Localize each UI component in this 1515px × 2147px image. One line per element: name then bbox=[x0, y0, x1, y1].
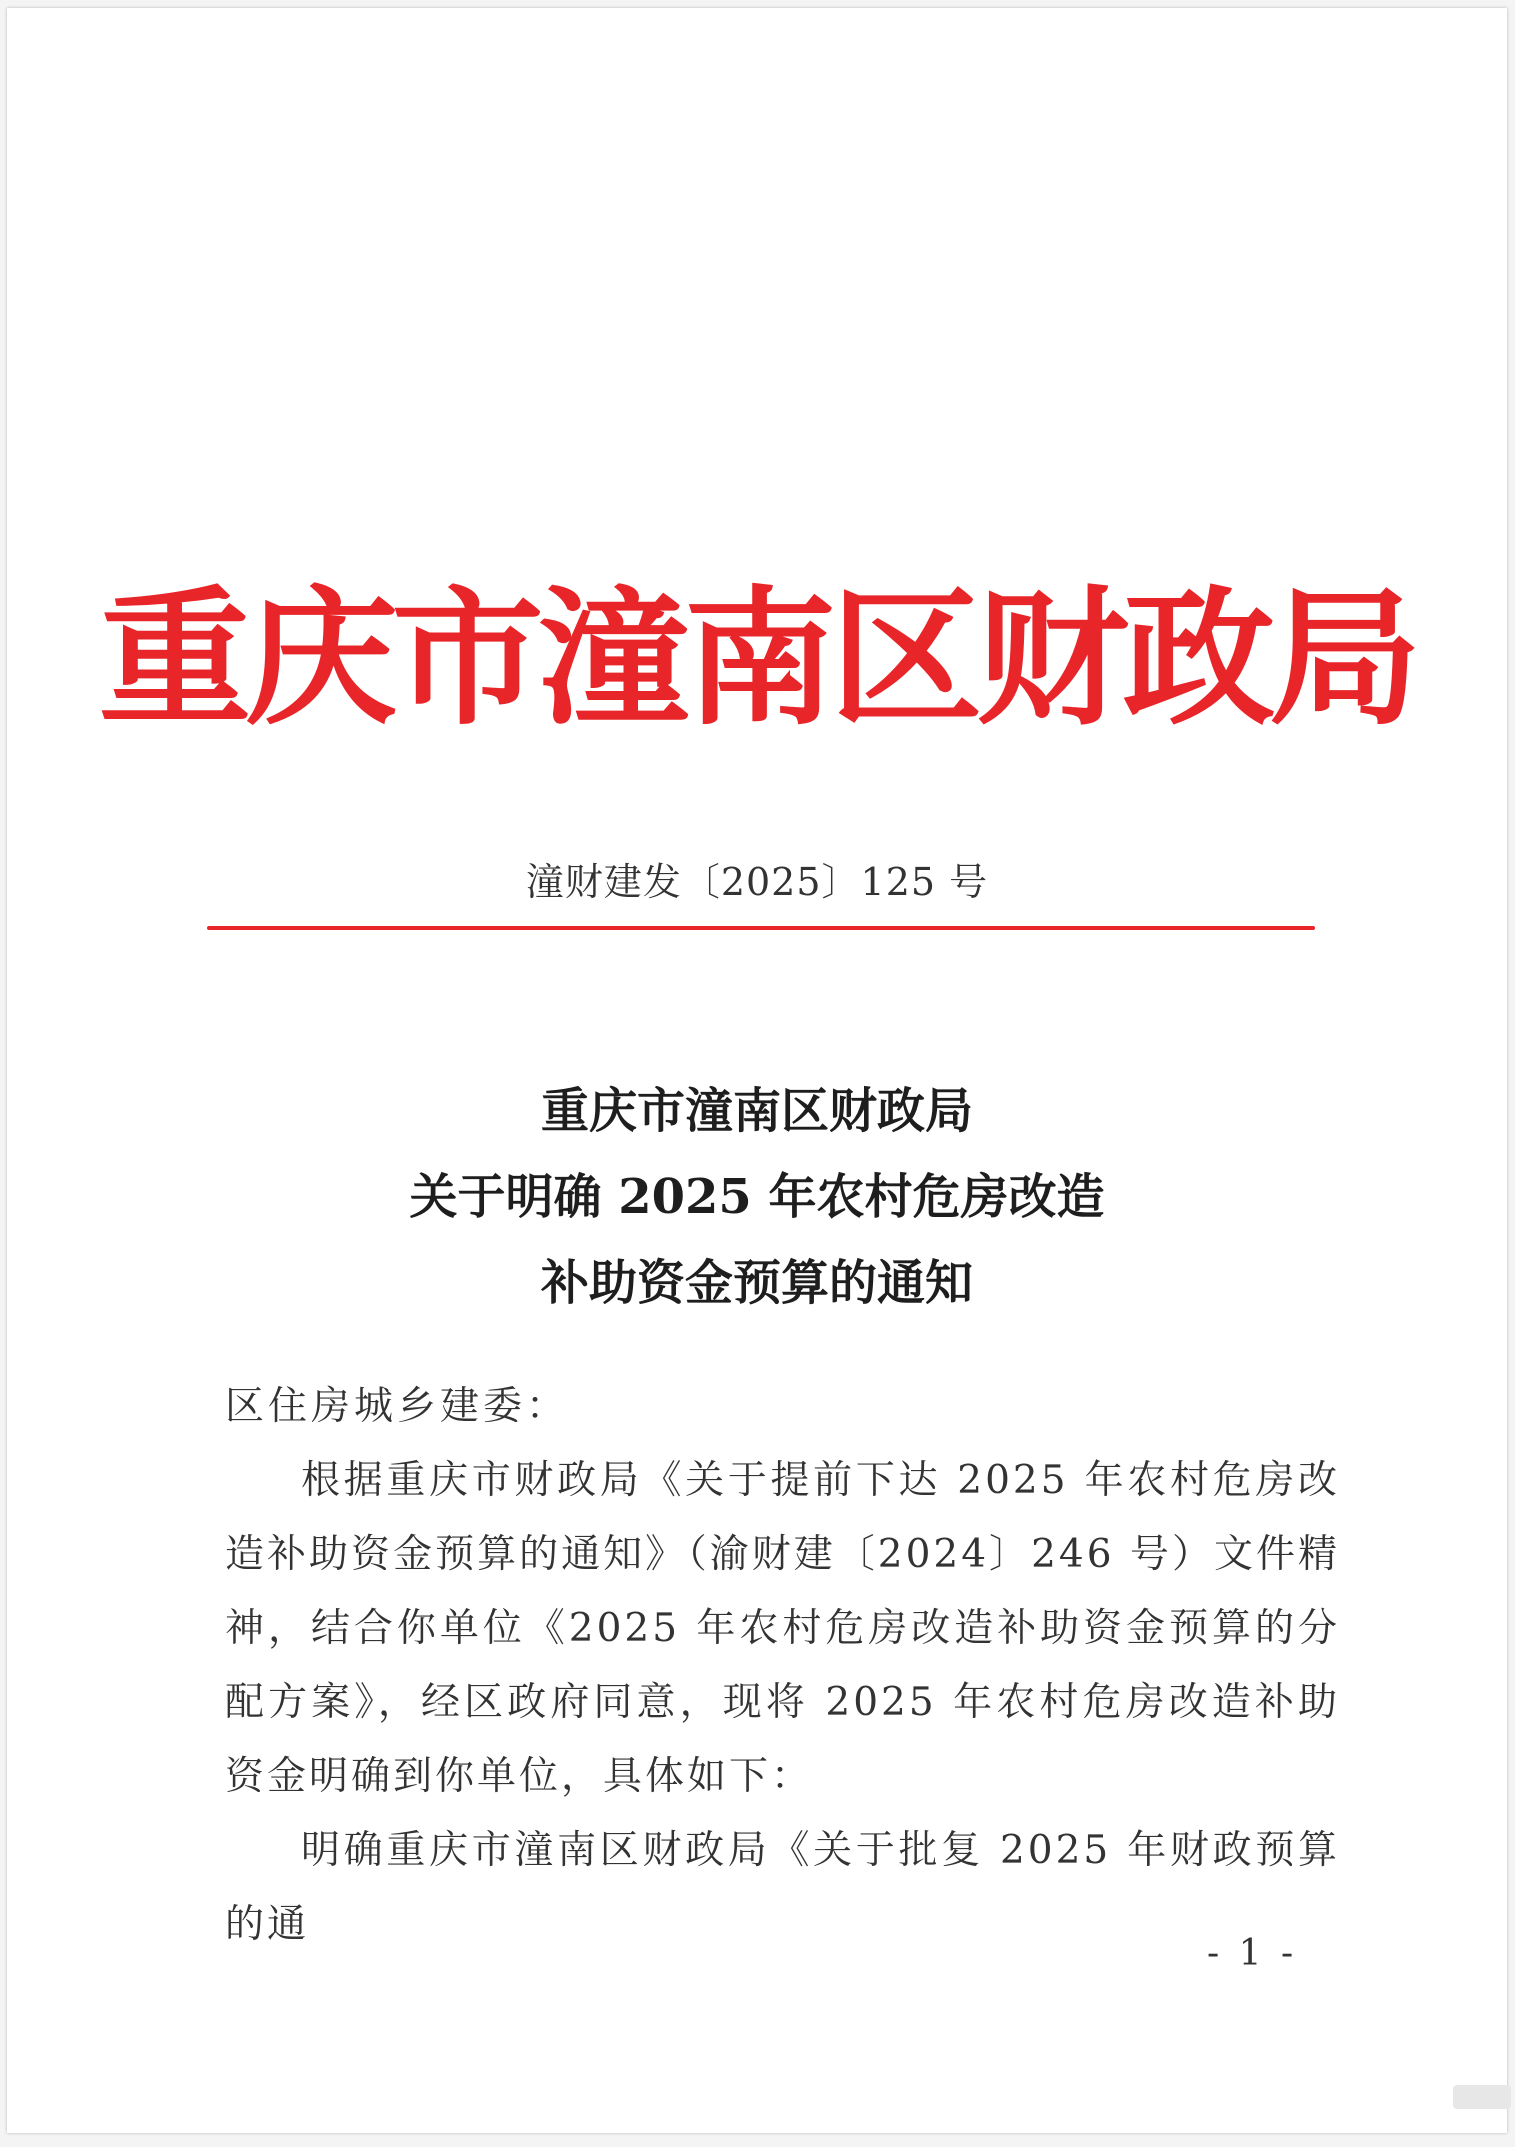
salutation: 区住房城乡建委： bbox=[225, 1384, 570, 1429]
document-title bbox=[7, 1068, 1507, 1326]
issuer-name-header: 重庆市潼南区财政局 bbox=[98, 571, 1416, 745]
title-line-1: 重庆市潼南区财政局 bbox=[540, 1083, 973, 1139]
document-page bbox=[7, 8, 1507, 2133]
document-number: 潼财建发〔2025〕125 号 bbox=[525, 860, 989, 904]
corner-watermark bbox=[1453, 2085, 1511, 2109]
title-line-3: 补助资金预算的通知 bbox=[540, 1255, 973, 1311]
page-number: - 1 - bbox=[1207, 1933, 1298, 1974]
red-divider-line bbox=[207, 926, 1315, 930]
document-body bbox=[225, 1370, 1340, 1962]
body-paragraph-1: 根据重庆市财政局《关于提前下达 2025 年农村危房改造补助资金预算的通知》（渝财建〔2024〕246 号）文件精神，结合你单位《2025 年农村危房改造补助资金预算的分配方案》，经区政府同意，现将 2025 年农村危房改造补助资金明确到你单位，具体如下： bbox=[225, 1458, 1340, 1799]
title-line-2: 关于明确 2025 年农村危房改造 bbox=[409, 1169, 1105, 1225]
body-paragraph-2: 明确重庆市潼南区财政局《关于批复 2025 年财政预算的通 bbox=[225, 1828, 1340, 1947]
